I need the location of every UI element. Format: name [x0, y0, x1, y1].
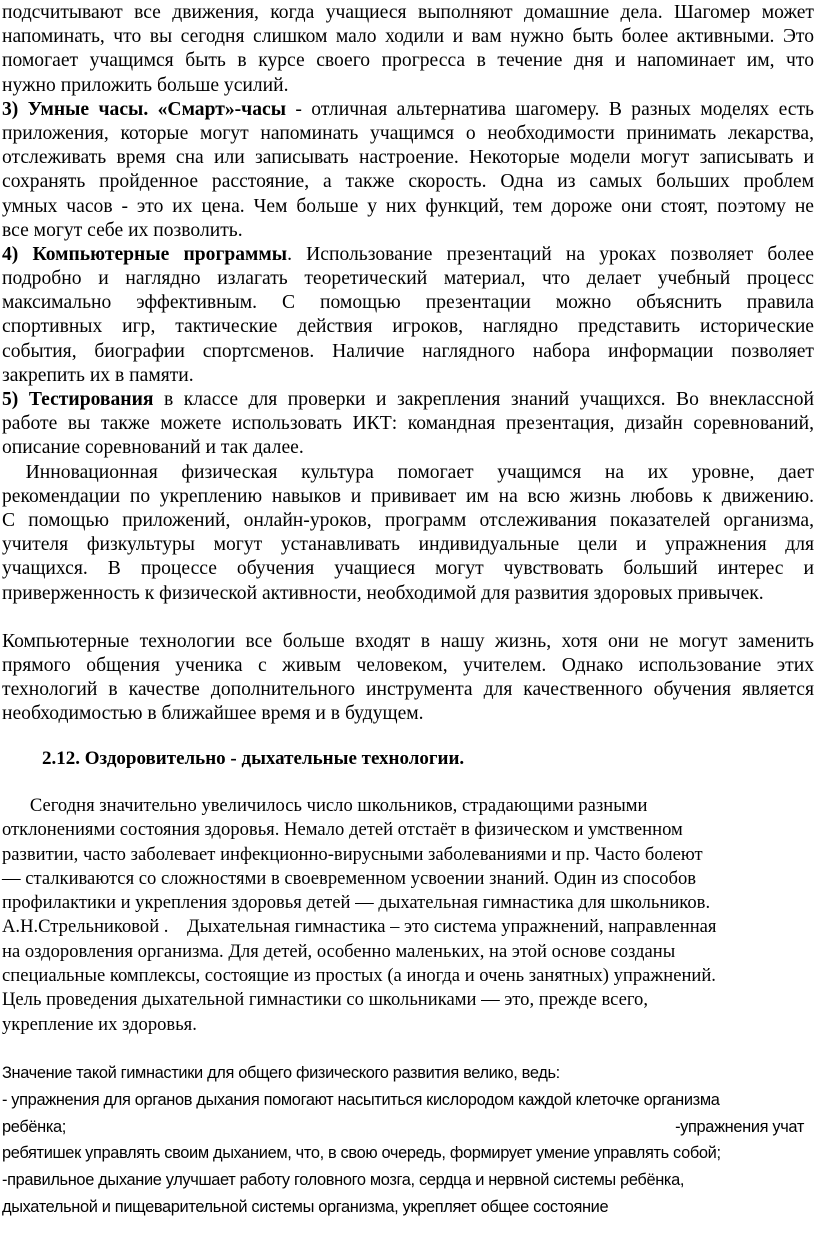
line-text: подсчитывают все движения, когда учащиеся выполняют домашние дела. Шагомер может: [2, 2, 814, 23]
line-text: работе вы также можете использовать ИКТ: командная презентация, дизайн соревнований,: [2, 413, 814, 435]
text-line: [2, 195, 814, 219]
paragraph: [2, 630, 814, 727]
text-line: Значение такой гимнастики для общего физического развития велико, ведь:: [2, 1064, 560, 1082]
text-line: ребятишек управлять своим дыханием, что, в свою очередь, формирует умение управлять собой;: [2, 1144, 721, 1163]
text-line: [2, 582, 814, 606]
text-line: профилактики и укрепления здоровья детей — дыхательная гимнастика для школьников.: [2, 892, 711, 914]
line-text: прямого общения ученика с живым человеком, учителем. Однако использование этих: [2, 654, 814, 676]
text-line: [2, 509, 814, 533]
paragraph: [2, 243, 814, 388]
text-line: [2, 1, 814, 25]
text-line: [2, 388, 814, 412]
text-line: [2, 219, 814, 243]
text-line: [2, 702, 814, 726]
line-text: рекомендации по укреплению навыков и прививает им на всю жизнь любовь к движению.: [2, 485, 814, 507]
text-line: специальные комплексы, состоящие из простых (а иногда и очень занятных) упражнений.: [2, 965, 716, 987]
line-text: спортивных игр, тактические действия игроков, наглядно представить исторические: [2, 316, 814, 338]
bold-lead: 3) Умные часы. «Смарт»-часы: [2, 98, 287, 120]
text-line: Цель проведения дыхательной гимнастики со школьниками — это, прежде всего,: [2, 989, 648, 1011]
line-text: умных часов - это их цена. Чем больше у них функций, тем дороже они стоят, поэтому не: [2, 195, 814, 217]
line-text: описание соревнований и так далее.: [2, 437, 304, 459]
text-line: [2, 74, 814, 98]
line-text: С помощью приложений, онлайн-уроков, программ отслеживания показателей организма,: [2, 509, 814, 531]
paragraph: [2, 1, 814, 98]
line-text: в классе для проверки и закрепления знаний учащихся. Во внеклассной: [153, 389, 814, 410]
text-line: [2, 461, 814, 485]
text-line: дыхательной и пищеварительной системы организма, укрепляет общее состояние: [2, 1197, 609, 1216]
text-line: развитии, часто заболевает инфекционно-вирусными заболеваниями и пр. Часто болеют: [2, 843, 703, 865]
line-text: технологий в качестве дополнительного инструмента для качественного обучения является: [2, 679, 814, 701]
text-line: [2, 49, 814, 73]
text-line: [2, 243, 814, 267]
line-text: приверженность к физической активности, необходимой для развития здоровых привычек.: [2, 582, 764, 604]
line-text: закрепить их в памяти.: [2, 364, 194, 386]
text-line: [2, 291, 814, 315]
text-line: [2, 485, 814, 509]
text-line: [2, 315, 814, 339]
line-text: учащихся. В процессе обучения учащиеся могут чувствовать больший интерес и: [2, 558, 814, 580]
text-line: [2, 654, 814, 678]
text-line: отклонениями состояния здоровья. Немало детей отстаёт в физическом и умственном: [2, 819, 683, 841]
line-text: напоминать, что вы сегодня слишком мало ходили и вам нужно быть более активными. Это: [2, 26, 814, 48]
line-text: . Использование презентаций на уроках позволяет более: [287, 243, 814, 265]
text-line: [2, 436, 814, 460]
text-line: ребёнка;: [2, 1117, 67, 1136]
text-line: [2, 170, 814, 194]
paragraph: [2, 461, 814, 606]
text-line: [2, 412, 814, 436]
line-text: отслеживать время сна или записывать настроение. Некоторые модели могут записывать и: [2, 147, 814, 169]
line-text: необходимостью в ближайшее время и в будущем.: [2, 703, 424, 725]
line-text: нужно приложить больше усилий.: [2, 74, 289, 96]
bold-lead: 5) Тестирования: [2, 389, 154, 410]
document-section-benefits: [2, 1060, 814, 1221]
text-line: Сегодня значительно увеличилось число школьников, страдающими разными: [2, 795, 648, 816]
line-text: помогает учащимся быть в курсе своего прогресса в течение дня и напоминает им, что: [2, 50, 814, 72]
text-line: [2, 678, 814, 702]
text-line: -правильное дыхание улучшает работу головного мозга, сердца и нервной системы ребёнка,: [2, 1171, 685, 1190]
line-text: Компьютерные технологии все больше входят в нашу жизнь, хотя они не могут заменить: [2, 630, 814, 652]
document-section-breathing: [2, 794, 814, 1037]
text-line: [2, 122, 814, 146]
line-text: события, биографии спортсменов. Наличие наглядного набора информации позволяет: [2, 340, 814, 362]
text-line: [2, 98, 814, 122]
text-line: [2, 533, 814, 557]
text-line: А.Н.Стрельниковой . Дыхательная гимнастика – это система упражнений, направленная: [2, 916, 717, 938]
text-line: [2, 630, 814, 654]
line-text: максимально эффективным. С помощью презентации можно объяснить правила: [2, 292, 814, 314]
section-heading: 2.12. Оздоровительно - дыхательные технологии.: [42, 748, 465, 769]
line-text: приложения, которые могут напоминать учащимся о необходимости принимать лекарства,: [2, 122, 814, 144]
line-text: Инновационная физическая культура помогает учащимся на их уровне, дает: [2, 461, 814, 483]
line-text: все могут себе их позволить.: [2, 219, 243, 241]
text-line: на оздоровления организма. Для детей, особенно маленьких, на этой основе созданы: [2, 940, 676, 962]
bold-lead: 4) Компьютерные программы: [2, 243, 288, 265]
line-text: подробно и наглядно излагать теоретический материал, что делает учебный процесс: [2, 268, 814, 290]
line-text: учителя физкультуры могут устанавливать индивидуальные цели и упражнения для: [2, 534, 814, 556]
text-line: [2, 557, 814, 581]
text-line: [2, 146, 814, 170]
line-text: - отличная альтернатива шагомеру. В разных моделях есть: [286, 98, 814, 120]
text-line: [2, 340, 814, 364]
text-line: [2, 267, 814, 291]
document-section-ict: [2, 1, 814, 726]
text-line: [2, 25, 814, 49]
paragraph: [2, 98, 814, 243]
text-line: - упражнения для органов дыхания помогают насытиться кислородом каждой клеточке организма: [2, 1090, 720, 1109]
text-line: -упражнения учат: [675, 1117, 804, 1136]
text-line: — сталкиваются со сложностями в своевременном усвоении знаний. Один из способов: [2, 867, 697, 889]
text-line: укрепление их здоровья.: [2, 1013, 197, 1035]
text-line: [2, 364, 814, 388]
line-text: сохранять пройденное расстояние, а также скорость. Одна из самых больших проблем: [2, 171, 814, 193]
paragraph: [2, 388, 814, 461]
